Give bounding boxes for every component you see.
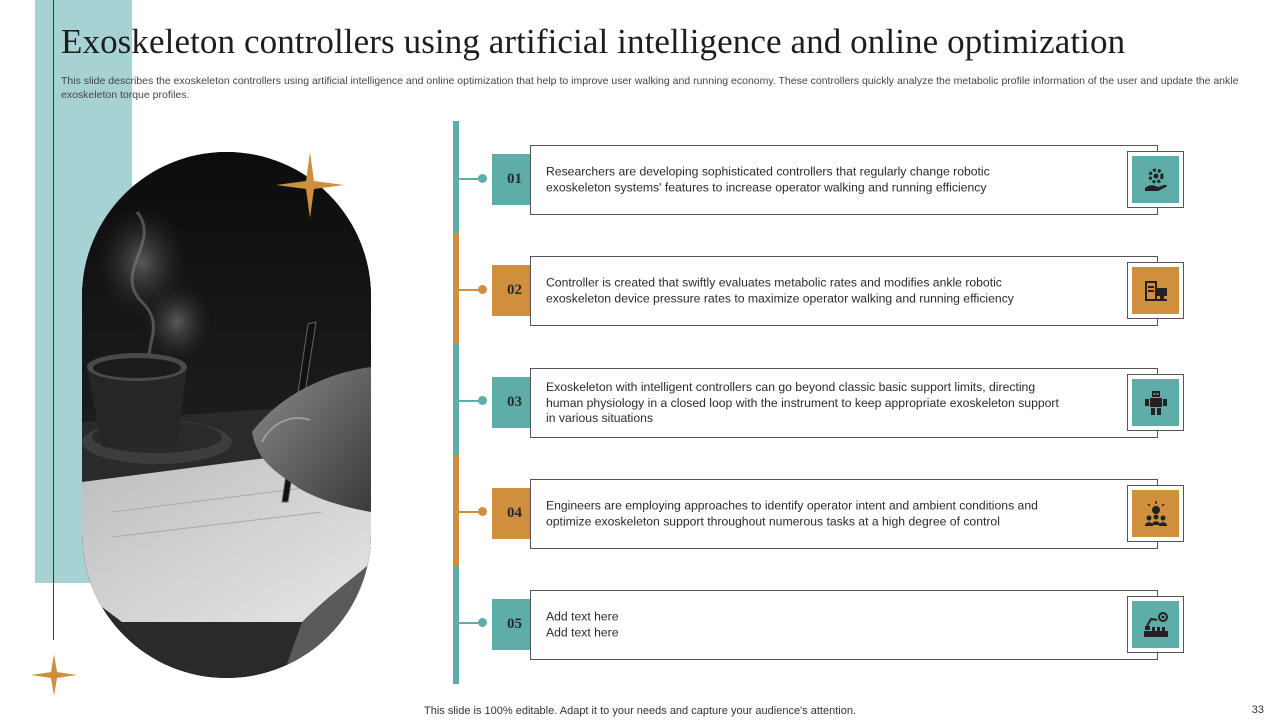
connector-dot-1 [478,174,487,183]
decorative-vertical-line [53,0,54,640]
timeline-segment-1 [453,121,459,233]
slide-title: Exoskeleton controllers using artificial intelligence and online optimization [61,22,1126,61]
connector-dot-3 [478,396,487,405]
step-card-1 [530,145,1158,215]
step-number-2: 02 [492,265,537,316]
page-number: 33 [1251,704,1264,716]
step-text-1: Researchers are developing sophisticated controllers that regularly change robotic exoskeleton systems' features to increase operator walking and running efficiency [546,164,990,194]
step-icon-frame-3 [1127,374,1184,431]
step-number-3: 03 [492,377,537,428]
step-icon-frame-2 [1127,262,1184,319]
step-icon-frame-1 [1127,151,1184,208]
orange-star-bottom [31,654,77,696]
slide-subtitle: This slide describes the exoskeleton controllers using artificial intelligence and online optimization that help to improve user walking and running economy. These controllers quickly analyze the metabolic profile information of the user and update the ankle exoskeleton torque profiles. [61,75,1239,101]
step-number-1: 01 [492,154,537,205]
gear-hand-icon [1132,156,1179,203]
connector-dot-2 [478,285,487,294]
step-number-5: 05 [492,599,537,650]
connector-dot-5 [478,618,487,627]
step-text-3: Exoskeleton with intelligent controllers can go beyond classic basic support limits, directing human physiology in a closed loop with the instrument to keep appropriate exoskeleton support in various situations [546,379,1059,425]
connector-dot-4 [478,507,487,516]
step-text-2: Controller is created that swiftly evaluates metabolic rates and modifies ankle robotic exoskeleton device pressure rates to maximize operator walking and running efficiency [546,275,1014,305]
step-card-2 [530,256,1158,326]
orange-star-top [276,152,344,218]
step-text-4: Engineers are employing approaches to identify operator intent and ambient conditions and optimize exoskeleton support throughout numerous tasks at a high degree of control [546,498,1038,528]
robot-icon [1132,379,1179,426]
step-card-3 [530,368,1158,438]
step-card-4 [530,479,1158,549]
step-text-5: Add text here Add text here [546,609,619,639]
team-idea-icon [1132,490,1179,537]
step-icon-frame-4 [1127,485,1184,542]
step-icon-frame-5 [1127,596,1184,653]
step-number-4: 04 [492,488,537,539]
slide-footer: This slide is 100% editable. Adapt it to your needs and capture your audience's attention. [424,705,856,717]
timeline-segment-5 [453,566,459,684]
step-card-5 [530,590,1158,660]
server-computer-icon [1132,267,1179,314]
robot-arm-factory-icon [1132,601,1179,648]
writing-hand-photo [82,152,371,678]
